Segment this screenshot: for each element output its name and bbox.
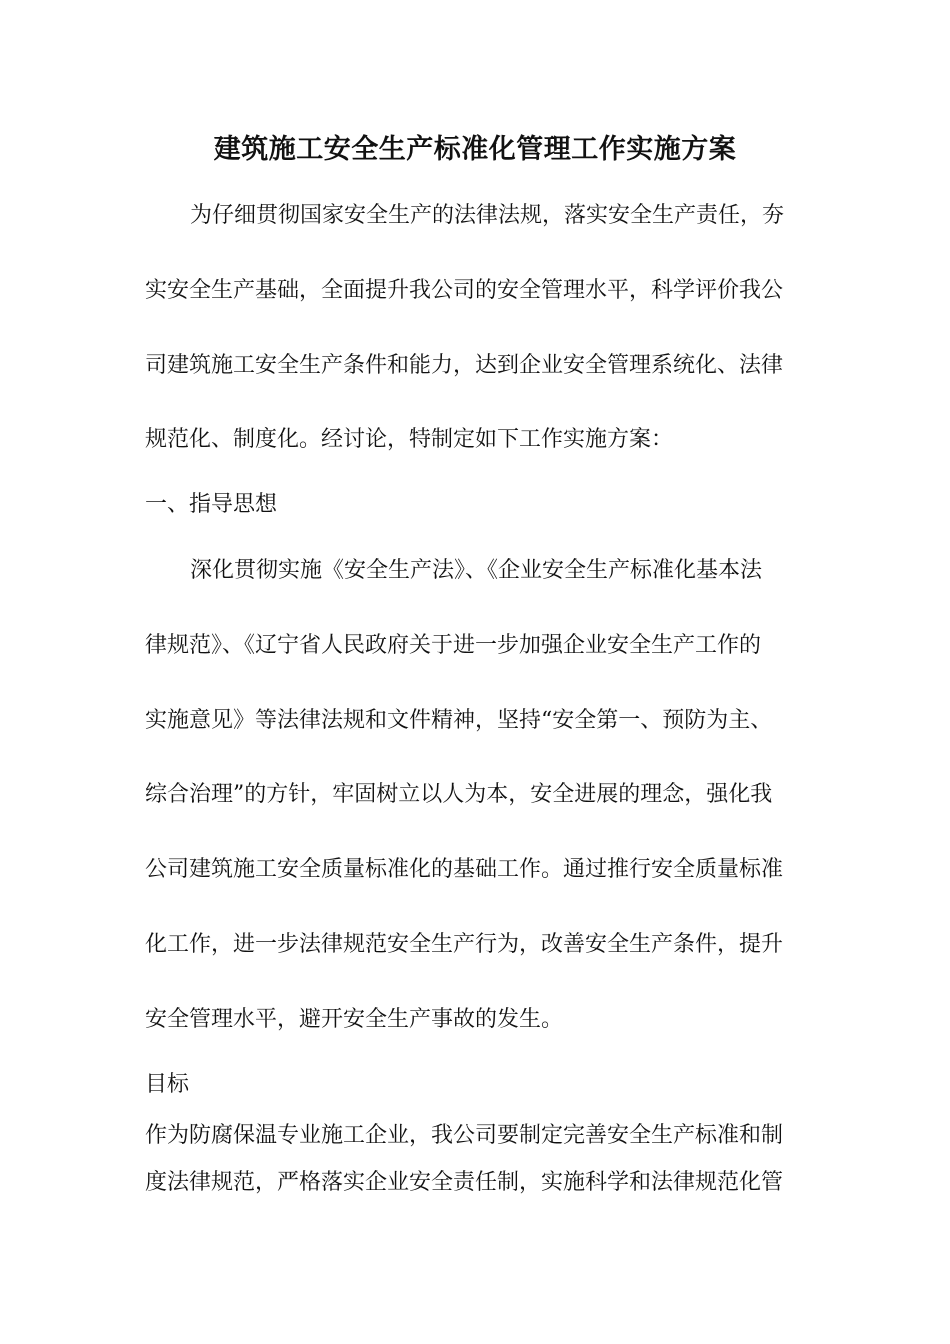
section1-line-7: 安全管理水平，避开安全生产事故的发生。: [145, 1007, 564, 1032]
section2-line-1: 作为防腐保温专业施工企业，我公司要制定完善安全生产标准和制: [145, 1123, 784, 1148]
intro-line-4: 规范化、制度化。经讨论，特制定如下工作实施方案：: [145, 427, 674, 452]
section1-line-2: 律规范》、《辽宁省人民政府关于进一步加强企业安全生产工作的: [145, 633, 762, 658]
section-heading-guiding-ideology: 一、指导思想: [145, 492, 278, 517]
intro-line-2: 实安全生产基础，全面提升我公司的安全管理水平，科学评价我公: [145, 278, 784, 303]
section1-line-6: 化工作，进一步法律规范安全生产行为，改善安全生产条件，提升: [145, 932, 784, 957]
section1-line-1: 深化贯彻实施《安全生产法》、《企业安全生产标准化基本法: [190, 558, 763, 583]
intro-line-3: 司建筑施工安全生产条件和能力，达到企业安全管理系统化、法律: [145, 353, 784, 378]
document-title: 建筑施工安全生产标准化管理工作实施方案: [213, 134, 737, 165]
section-heading-goal: 目标: [145, 1072, 190, 1097]
intro-line-1: 为仔细贯彻国家安全生产的法律法规，落实安全生产责任，夯: [190, 203, 785, 228]
section2-line-2: 度法律规范，严格落实企业安全责任制，实施科学和法律规范化管: [145, 1170, 784, 1195]
section1-line-5: 公司建筑施工安全质量标准化的基础工作。通过推行安全质量标准: [145, 857, 784, 882]
section1-line-3: 实施意见》等法律法规和文件精神，坚持“安全第一、预防为主、: [145, 708, 773, 733]
section1-line-4: 综合治理”的方针，牢固树立以人为本，安全进展的理念，强化我: [145, 782, 773, 807]
